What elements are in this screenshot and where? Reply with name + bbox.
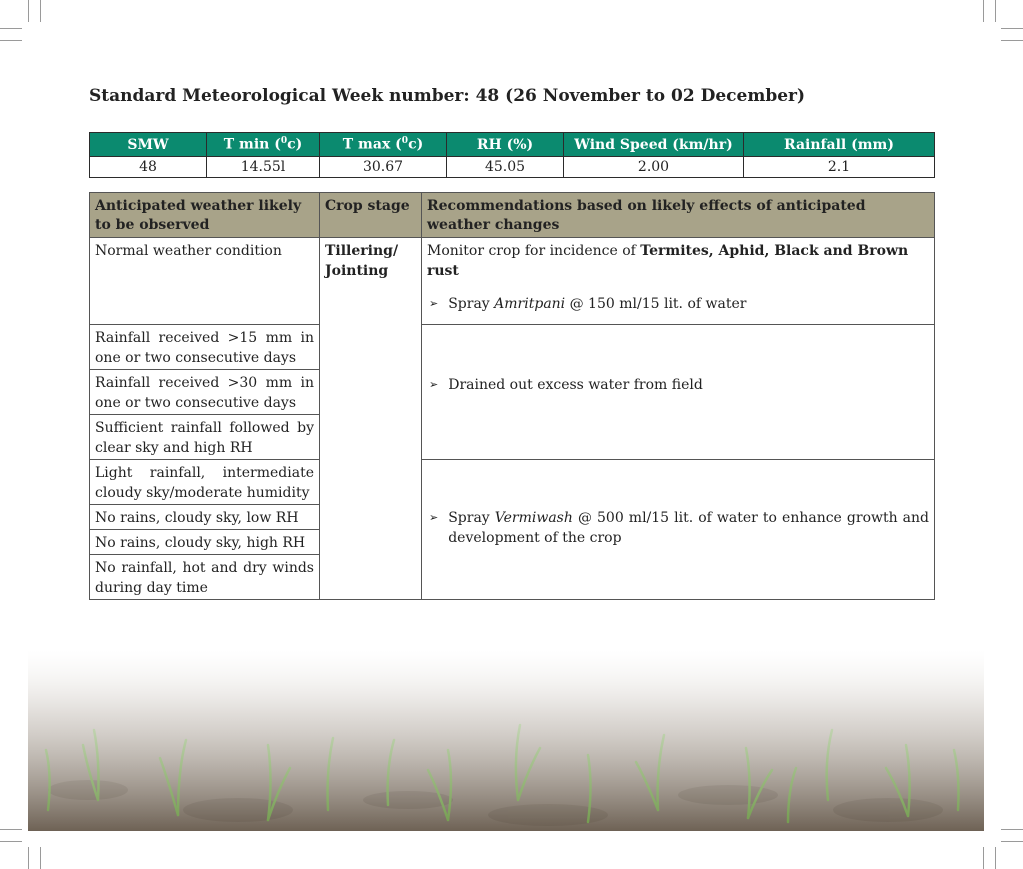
- summary-header-row: [90, 133, 935, 157]
- monitor-text: Monitor crop for incidence of Termites, Aphid, Black and Brown rust: [427, 243, 909, 279]
- recommendation-table: [89, 192, 935, 600]
- header-rain: Rainfall (mm): [744, 133, 935, 157]
- table-row: [90, 460, 935, 505]
- crop-stage-line: Tillering/: [325, 243, 399, 259]
- crop-mark: [995, 847, 996, 869]
- weather-cell: No rains, cloudy sky, high RH: [90, 530, 320, 555]
- header-tmin: T min ($^0$c): [207, 133, 320, 157]
- summary-value-row: [90, 157, 935, 178]
- recommendation-cell: [422, 238, 935, 325]
- weather-cell: No rainfall, hot and dry winds during day time: [90, 555, 320, 600]
- crop-mark: [1001, 40, 1023, 41]
- pest-list: Termites, Aphid, Black and Brown rust: [427, 243, 909, 279]
- header-rh: RH (%): [447, 133, 564, 157]
- recommendation-cell: [422, 460, 935, 600]
- weather-cell: Rainfall received >15 mm in one or two consecutive days: [90, 325, 320, 370]
- header-tmax: T max ($^0$c): [320, 133, 447, 157]
- value-rh: 45.05: [447, 157, 564, 178]
- crop-mark: [0, 40, 22, 41]
- header-recommendations: Recommendations based on likely effects of anticipated weather changes: [422, 193, 935, 238]
- page-title: Standard Meteorological Week number: 48 (26 November to 02 December): [89, 86, 806, 106]
- crop-mark: [1001, 28, 1023, 29]
- value-smw: 48: [90, 157, 207, 178]
- bullet-item: [429, 375, 929, 395]
- table-row: [90, 325, 935, 370]
- drain-text: Drained out excess water from field: [448, 377, 703, 393]
- crop-mark: [40, 847, 41, 869]
- arrow-bullet-icon: ➢: [429, 378, 439, 391]
- header-anticipated-weather: Anticipated weather likely to be observed: [90, 193, 320, 238]
- crop-mark: [0, 829, 22, 830]
- crop-mark: [40, 0, 41, 22]
- weather-cell: No rains, cloudy sky, low RH: [90, 505, 320, 530]
- crop-stage-cell: [320, 238, 422, 600]
- bullet-item: [429, 508, 929, 548]
- crop-mark: [983, 0, 984, 22]
- bullet-item: [429, 294, 929, 314]
- header-crop-stage: Crop stage: [320, 193, 422, 238]
- crop-mark: [28, 0, 29, 22]
- weather-cell: Normal weather condition: [90, 238, 320, 325]
- arrow-bullet-icon: ➢: [429, 297, 439, 310]
- crop-mark: [995, 0, 996, 22]
- arrow-bullet-icon: ➢: [429, 510, 439, 524]
- wheat-field-image: [28, 650, 984, 831]
- crop-mark: [983, 847, 984, 869]
- table-row: [90, 238, 935, 325]
- recommendation-header-row: [90, 193, 935, 238]
- value-tmax: 30.67: [320, 157, 447, 178]
- crop-mark: [1001, 829, 1023, 830]
- weather-cell: Rainfall received >30 mm in one or two consecutive days: [90, 370, 320, 415]
- vermiwash-text: Spray Vermiwash @ 500 ml/15 lit. of water to enhance growth and development of the crop: [448, 509, 930, 546]
- crop-mark: [1001, 841, 1023, 842]
- recommendation-cell: [422, 325, 935, 460]
- weather-summary-table: [89, 132, 935, 178]
- value-tmin: 14.55l: [207, 157, 320, 178]
- header-smw: SMW: [90, 133, 207, 157]
- weather-cell: Sufficient rainfall followed by clear sky and high RH: [90, 415, 320, 460]
- crop-mark: [28, 847, 29, 869]
- crop-stage-line: Jointing: [325, 263, 389, 279]
- field-photo: [28, 650, 984, 831]
- header-wind: Wind Speed (km/hr): [564, 133, 744, 157]
- value-rain: 2.1: [744, 157, 935, 178]
- crop-mark: [0, 841, 22, 842]
- crop-mark: [0, 28, 22, 29]
- value-wind: 2.00: [564, 157, 744, 178]
- spray-text: Spray Amritpani @ 150 ml/15 lit. of water: [448, 296, 747, 312]
- weather-cell: Light rainfall, intermediate cloudy sky/moderate humidity: [90, 460, 320, 505]
